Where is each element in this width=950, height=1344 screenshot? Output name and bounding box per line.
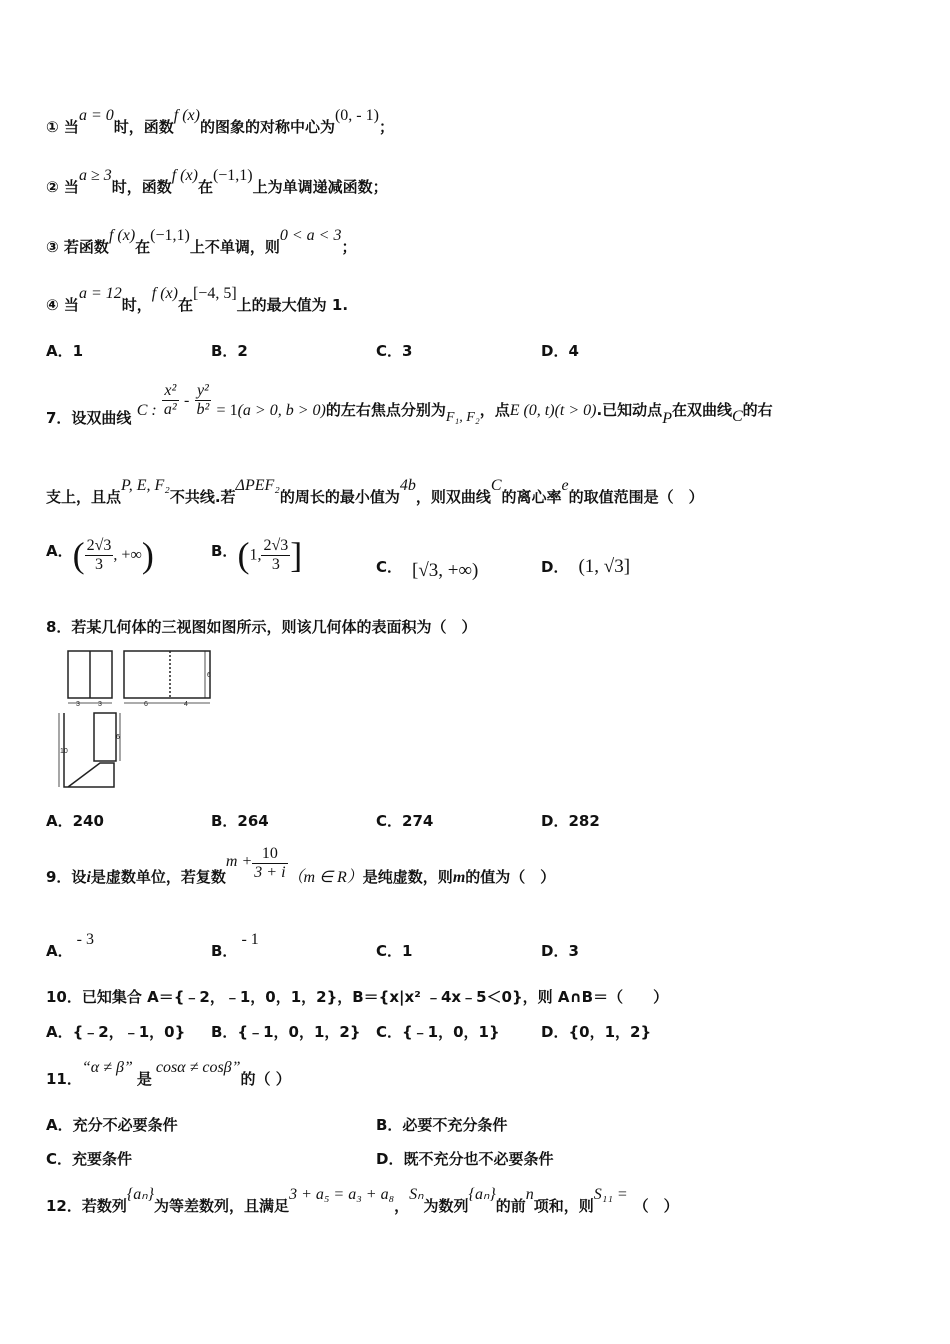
dim-side-height: 6 [207,672,211,679]
q10-option-b[interactable]: B．{﹣1，0，1，2} [211,1023,361,1041]
q8-option-a[interactable]: A．240 [46,812,104,830]
q7-option-a[interactable]: A．( $\frac{2√3}{3}$ , +∞) [46,535,154,575]
three-view-diagram [54,647,219,795]
q11-option-d[interactable]: D．既不充分也不必要条件 [376,1150,554,1168]
q8-option-d[interactable]: D．282 [541,812,600,830]
q7-option-b[interactable]: B．(1, $\frac{2√3}{3}$ ] [211,535,303,575]
q6-option-d[interactable]: D．4 [541,342,579,360]
q10-stem: 10．已知集合 A＝{﹣2，﹣1，0，1，2}，B＝{x|x² ﹣4x﹣5＜0}，则 A∩B＝（ ） [46,988,669,1006]
q11-option-b[interactable]: B．必要不充分条件 [376,1116,508,1134]
q7-line-2: 支上，且点P, E, F₂不共线.若ΔPEF₂的周长的最小值为4b，则双曲线C的离心率e的取值范围是（ ） [46,477,704,506]
dim-top-right: 6 [116,734,120,741]
q6-statement-4: ④ 当a = 12时，f (x)在[−4, 5]上的最大值为 1. [46,285,349,314]
q12-stem: 12．若数列{aₙ}为等差数列，且满足3 + a₅ = a₃ + a₈，Sₙ为数列{aₙ}的前n项和，则S₁₁ =（ ） [46,1186,679,1215]
q9-option-d[interactable]: D．3 [541,942,579,960]
q6-statement-1: ① 当a = 0时，函数f (x)的图象的对称中心为(0, - 1)； [46,107,394,136]
q6-option-a[interactable]: A．1 [46,342,84,360]
q7-frac-y: $\frac{\text{y²}}{\text{b²}}$ [196,382,210,418]
q7-option-d[interactable]: D． (1, √3] [541,556,631,577]
q6-option-c[interactable]: C．3 [376,342,413,360]
q11-stem: 11．“α ≠ β”是cosα ≠ cosβ”的（ ） [46,1059,291,1088]
q8-option-c[interactable]: C．274 [376,812,434,830]
q7-line-1: 7．设双曲线 C : $\frac{\text{x²}}{\text{a²}}$ - $\frac{\text{y²}}{\text{b²}}$ = 1(a > 0, b > 0)的左右焦点分别为F₁, F₂，点E (0, t)(t > 0).已知动点P在双曲线C的右 [46,382,773,427]
top-view-outline [64,713,114,787]
dim-front-right: 3 [98,701,102,708]
q6-statement-2: ② 当a ≥ 3时，函数f (x)在(−1,1)上为单调递减函数； [46,167,388,196]
q10-option-a[interactable]: A．{﹣2，﹣1，0} [46,1023,186,1041]
top-view-inner-rect [94,713,116,761]
dim-side-right: 4 [184,701,188,708]
q6-statement-3: ③ 若函数f (x)在(−1,1)上不单调，则0 < a < 3； [46,227,357,256]
q6-option-b[interactable]: B．2 [211,342,248,360]
dim-side-left: 6 [144,701,148,708]
q9-option-b[interactable]: B．- 1 [211,931,259,960]
q9-option-c[interactable]: C．1 [376,942,413,960]
dim-top-left: 10 [60,748,68,755]
q9-stem: 9．设i是虚数单位，若复数m + $\frac{10}{3 + i}$ （m ∈ R）是纯虚数，则m的值为（ ） [46,845,556,886]
q7-option-c[interactable]: C． [√3, +∞) [376,558,479,581]
q11-option-c[interactable]: C．充要条件 [46,1150,133,1168]
side-view-rect [124,651,210,698]
q9-option-a[interactable]: A．- 3 [46,931,94,960]
q10-option-c[interactable]: C．{﹣1，0，1} [376,1023,500,1041]
q8-option-b[interactable]: B．264 [211,812,269,830]
q11-option-a[interactable]: A．充分不必要条件 [46,1116,178,1134]
dim-front-left: 3 [76,701,80,708]
q8-stem: 8．若某几何体的三视图如图所示，则该几何体的表面积为（ ） [46,618,477,636]
q7-frac-x: $\frac{\text{x²}}{\text{a²}}$ [163,382,177,418]
q10-option-d[interactable]: D．{0，1，2} [541,1023,652,1041]
